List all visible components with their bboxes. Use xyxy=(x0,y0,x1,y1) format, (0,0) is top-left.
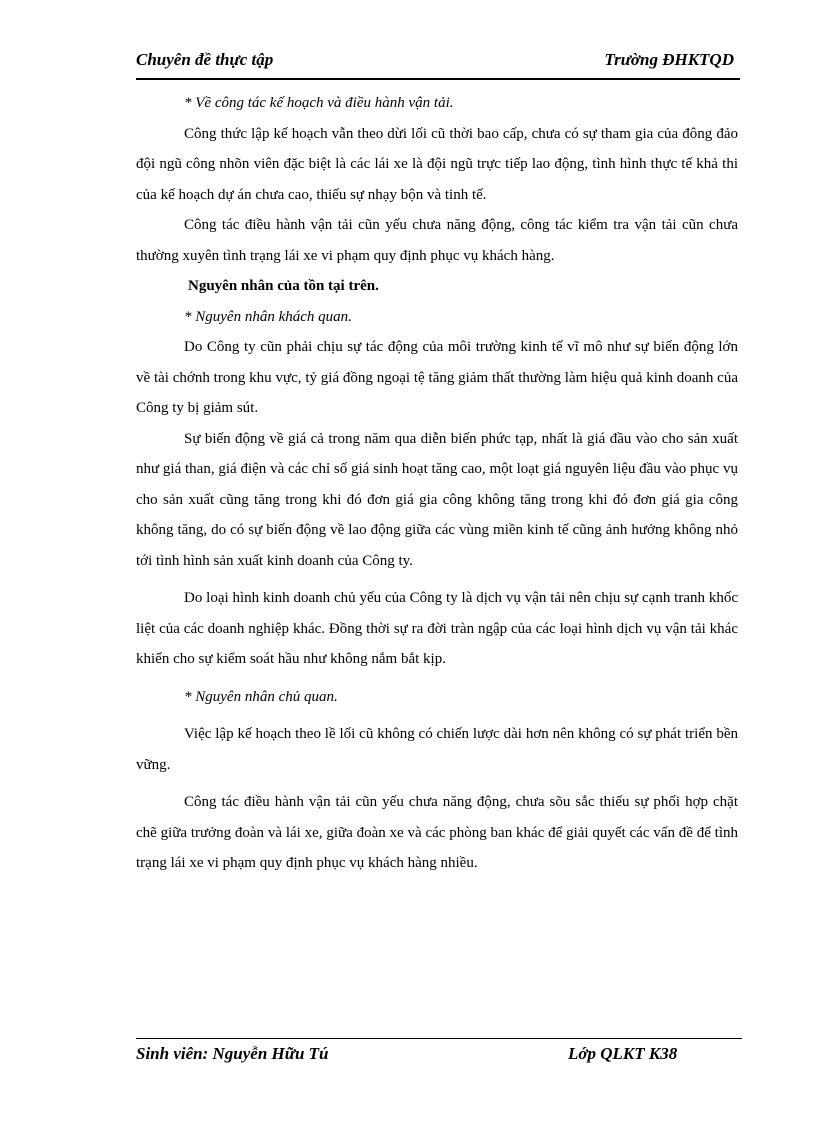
footer-rule xyxy=(136,1038,742,1039)
footer-student-name: Sinh viên: Nguyễn Hữu Tú xyxy=(136,1044,329,1063)
page-footer xyxy=(136,1038,742,1072)
paragraph-transport-management: Công tác điều hành vận tải cũn yếu chưa năng động, công tác kiểm tra vận tải cũn chưa thường xuyên tình trạng lái xe vi phạm quy định phục vụ khách hàng. xyxy=(136,217,738,264)
section-heading-planning: * Về công tác kế hoạch và điều hành vận tải. xyxy=(184,95,454,111)
footer-class-name: Lớp QLKT K38 xyxy=(568,1044,678,1063)
header-document-title: Chuyên đề thực tập xyxy=(136,50,274,69)
subheading-objective-causes: * Nguyên nhân khách quan. xyxy=(184,308,352,325)
subheading-subjective-causes: * Nguyên nhân chủ quan. xyxy=(184,688,338,705)
section-heading-causes: Nguyên nhân của tồn tại trên. xyxy=(188,278,379,294)
document-body xyxy=(136,88,738,879)
header-rule xyxy=(136,78,740,80)
paragraph-planning-method: Công thức lập kế hoạch vẫn theo dừi lối cũ thời bao cấp, chưa có sự tham gia của đông đảo đội ngũ công nhõn viên đặc biệt là các lái xe là đội ngũ trực tiếp lao động, tình hình thực tế khả thi của kế hoạch dự án chưa cao, thiếu sự nhạy bộn và tinh tế. xyxy=(136,125,738,203)
header-school-name: Trường ĐHKTQD xyxy=(604,50,734,69)
paragraph-price-fluctuation: Sự biến động về giá cả trong năm qua diễn biến phức tạp, nhất là giá đầu vào cho sản xuất như giá than, giá điện và các chỉ số giá sinh hoạt tăng cao, một loạt giá nguyên liệu đầu vào phục vụ cho sản xuất cũng tăng trong khi đó đơn giá gia công không tăng trong khi đó đơn giá gia công không tăng, do có sự biến động về lao động giữa các vùng miền kinh tế cũng ảnh hưởng không nhỏ tới tình hình sản xuất kinh doanh của Công ty. xyxy=(136,430,738,569)
paragraph-macro-environment: Do Công ty cũn phải chịu sự tác động của môi trường kinh tế vĩ mô như sự biến động lớn về tài chớnh trong khu vực, tỷ giá đồng ngoại tệ tăng giảm thất thường làm hiệu quả kinh doanh của Công ty bị giảm sút. xyxy=(136,339,738,416)
page-header xyxy=(136,46,740,80)
paragraph-coordination: Công tác điều hành vận tải cũn yếu chưa năng động, chưa sõu sắc thiếu sự phối hợp chặt chẽ giữa trưởng đoàn và lái xe, giữa đoàn xe và các phòng ban khác để giải quyết các vấn đề để tình trạng lái xe vi phạm quy định phục vụ khách hàng nhiều. xyxy=(136,794,738,871)
paragraph-planning-strategy: Việc lập kế hoạch theo lề lối cũ không có chiến lược dài hơn nên không có sự phát triển bền vững. xyxy=(136,726,738,773)
paragraph-competition: Do loại hình kinh doanh chủ yếu của Công ty là dịch vụ vận tải nên chịu sự cạnh tranh khốc liệt của các doanh nghiệp khác. Đồng thời sự ra đời tràn ngập của các loại hình dịch vụ vận tải khác khiến cho sự kiểm soát hầu như không nắm bắt kịp. xyxy=(136,590,738,667)
